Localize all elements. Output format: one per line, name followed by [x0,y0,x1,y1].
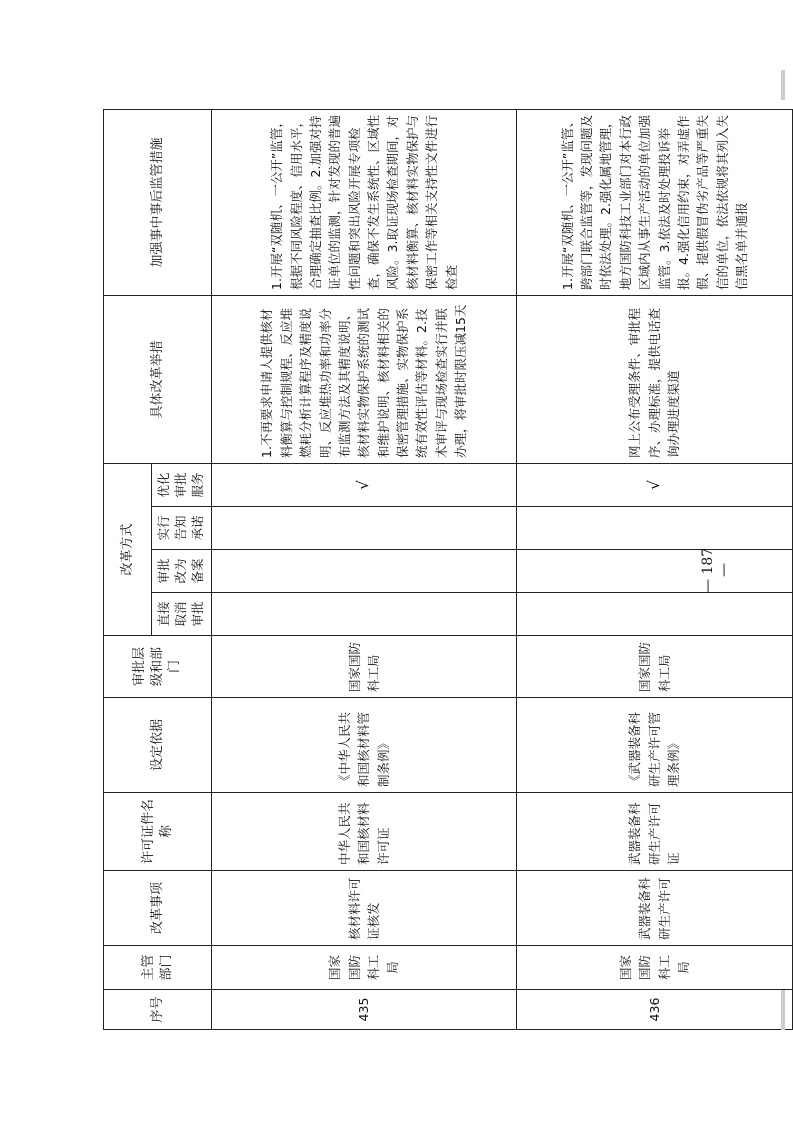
cell-supervision: 1.开展“双随机、一公开”监管、跨部门联合监管等，发现问题及时依法处理。2.强化属地管理，地方国防科技工业部门对本行政区域内从事生产活动的单位加强监管。3.依法及时处理投诉举报。4.强化信用约束，对弄虚作假、提供假冒伪劣产品等严重失信的单位，依法依规将其列入失信黑名单并通报 [517,109,793,295]
cell-notify [517,507,793,550]
margin-mark [781,990,785,1030]
header-license: 许可证件名称 [104,793,212,871]
cell-item: 武器装备科研生产许可 [517,871,793,946]
cell-license: 中华人民共和国核材料许可证 [212,793,517,871]
cell-level: 国家国防科工局 [212,636,517,698]
cell-measures: 1.不再要求申请人提供核材料衡算与控制规程、反应堆燃耗分析计算程序及精度说明、反应堆热功率和功率分布监测方法及其精度说明、核材料实物保护系统的测试和维护说明、核材料相关的保密管理措施、实物保护系统有效性评估等材料。2.技术审评与现场检查实行并联办理，将审批时限压减15天 [212,295,517,463]
cell-dept: 国家国防科工局 [517,946,793,990]
cell-seq: 436 [517,990,793,1030]
cell-dept: 国家国防科工局 [212,946,517,990]
cell-optimize: √ [212,463,517,506]
header-seq: 序号 [104,990,212,1030]
margin-mark [781,70,785,100]
header-reform-mode: 改革方式 [104,463,152,635]
header-dept: 主管部门 [104,946,212,990]
page-number: — 187 — [700,547,732,593]
reform-table [103,109,793,1030]
cell-level: 国家国防科工局 [517,636,793,698]
table-row [212,109,517,1029]
header-basis: 设定依据 [104,698,212,793]
header-mode-notify: 实行告知承诺 [152,507,212,550]
cell-measures: 网上公布受理条件、审批程序、办理标准，提供电话查询办理进度渠道 [517,295,793,463]
header-mode-cancel: 直接取消审批 [152,593,212,636]
header-mode-optimize: 优化审批服务 [152,463,212,506]
cell-seq: 435 [212,990,517,1030]
cell-cancel [212,593,517,636]
header-row [104,109,152,1029]
cell-basis: 《武器装备科研生产许可管理条例》 [517,698,793,793]
cell-cancel [517,593,793,636]
cell-record [517,550,793,593]
header-level: 审批层级和部门 [104,636,212,698]
header-measures: 具体改革举措 [104,295,212,463]
header-mode-record: 审批改为备案 [152,550,212,593]
cell-item: 核材料许可证核发 [212,871,517,946]
table-row [517,109,793,1029]
cell-notify [212,507,517,550]
header-supervision: 加强事中事后监管措施 [104,109,212,295]
cell-optimize: √ [517,463,793,506]
cell-record [212,550,517,593]
cell-supervision: 1.开展“双随机、一公开”监管，根据不同风险程度、信用水平，合理确定抽查比例。2.加强对持证单位的监测，针对发现的普遍性问题和突出风险开展专项检查，确保不发生系统性、区域性风险。3.取证现场检查期间，对核材料衡算、核材料实物保护与保密工作等相关支持性文件进行检查 [212,109,517,295]
header-item: 改革事项 [104,871,212,946]
cell-basis: 《中华人民共和国核材料管制条例》 [212,698,517,793]
rotated-table-container [103,110,793,1030]
cell-license: 武器装备科研生产许可证 [517,793,793,871]
